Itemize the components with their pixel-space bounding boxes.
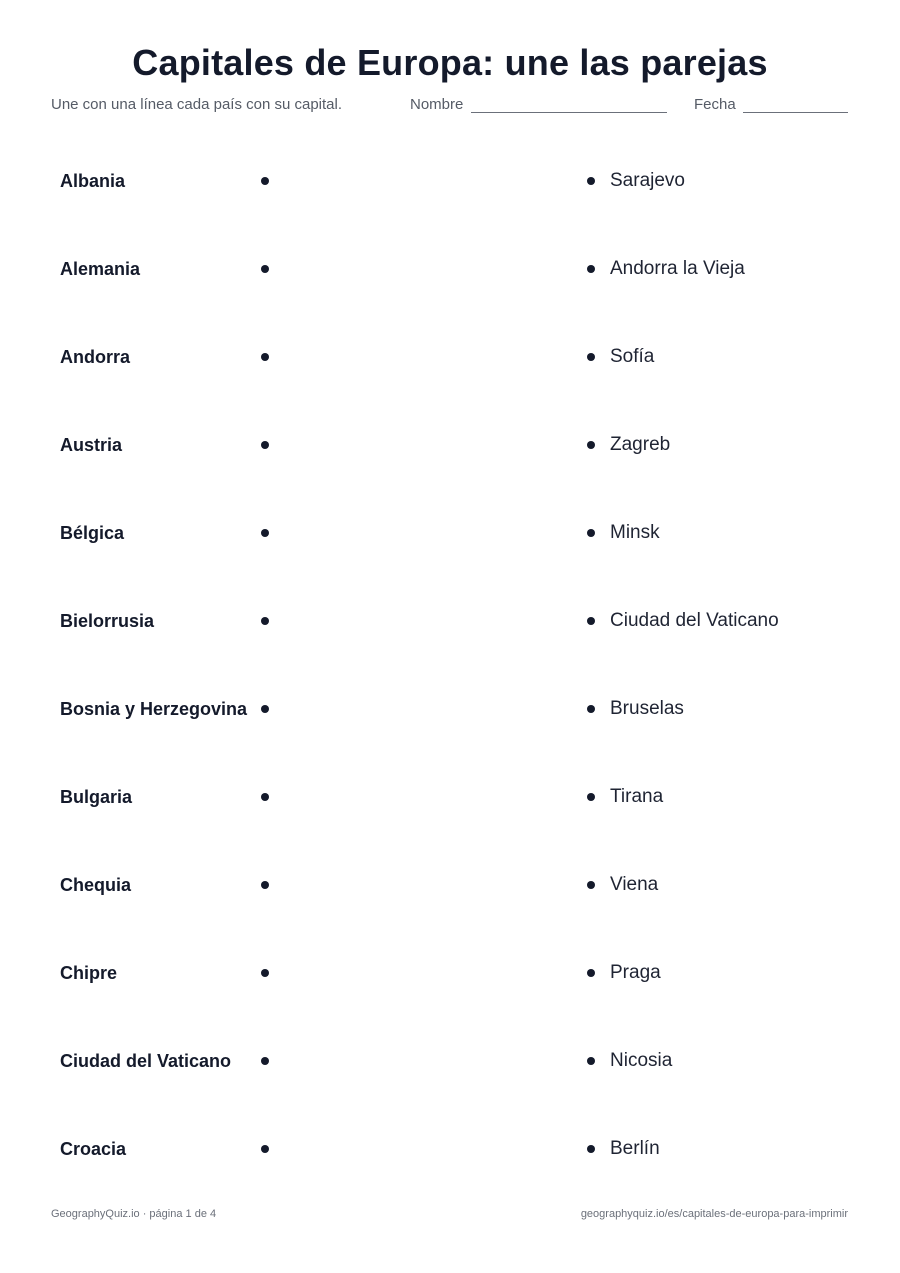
country-dot <box>261 1057 269 1065</box>
capital-label: Praga <box>610 962 661 983</box>
country-dot <box>261 705 269 713</box>
country-label: Bosnia y Herzegovina <box>60 699 248 719</box>
capital-label: Zagreb <box>610 434 671 455</box>
capital-label: Nicosia <box>610 1050 673 1071</box>
capital-dot <box>587 969 595 977</box>
capital-label: Bruselas <box>610 698 684 719</box>
match-row <box>0 1017 900 1105</box>
name-label: Nombre <box>410 96 464 113</box>
match-row <box>0 577 900 665</box>
country-label: Chipre <box>60 963 118 983</box>
match-row <box>0 665 900 753</box>
capital-label: Ciudad del Vaticano <box>610 610 779 631</box>
country-label: Austria <box>60 435 123 455</box>
country-dot <box>261 881 269 889</box>
match-row <box>0 401 900 489</box>
instructions-text: Une con una línea cada país con su capital. <box>51 96 343 113</box>
match-row <box>0 313 900 401</box>
match-row <box>0 1105 900 1193</box>
capital-dot <box>587 441 595 449</box>
capital-dot <box>587 1145 595 1153</box>
capital-label: Sofía <box>610 346 655 367</box>
capital-dot <box>587 177 595 185</box>
country-dot <box>261 353 269 361</box>
worksheet-header <box>51 96 848 116</box>
country-label: Bielorrusia <box>60 611 155 631</box>
country-dot <box>261 529 269 537</box>
matching-rows <box>0 137 900 1193</box>
capital-label: Andorra la Vieja <box>610 258 745 279</box>
capital-dot <box>587 265 595 273</box>
match-row <box>0 929 900 1017</box>
capital-label: Tirana <box>610 786 664 807</box>
country-label: Bélgica <box>60 523 125 543</box>
capital-label: Viena <box>610 874 659 895</box>
country-dot <box>261 617 269 625</box>
country-dot <box>261 177 269 185</box>
country-label: Croacia <box>60 1139 127 1159</box>
match-row <box>0 753 900 841</box>
country-dot <box>261 441 269 449</box>
match-row <box>0 225 900 313</box>
capital-label: Sarajevo <box>610 170 685 191</box>
country-label: Chequia <box>60 875 132 895</box>
date-blank-line <box>743 112 848 113</box>
country-label: Bulgaria <box>60 787 133 807</box>
capital-dot <box>587 529 595 537</box>
capital-dot <box>587 881 595 889</box>
capital-dot <box>587 617 595 625</box>
country-label: Albania <box>60 171 126 191</box>
match-row <box>0 841 900 929</box>
country-dot <box>261 265 269 273</box>
country-label: Andorra <box>60 347 131 367</box>
page-title: Capitales de Europa: une las parejas <box>132 42 768 83</box>
capital-dot <box>587 1057 595 1065</box>
footer-page-info: GeographyQuiz.io · página 1 de 4 <box>51 1208 217 1220</box>
country-dot <box>261 793 269 801</box>
capital-dot <box>587 793 595 801</box>
country-label: Ciudad del Vaticano <box>60 1051 232 1071</box>
footer-url: geographyquiz.io/es/capitales-de-europa-para-imprimir <box>580 1208 848 1220</box>
date-label: Fecha <box>694 96 736 113</box>
capital-label: Berlín <box>610 1138 660 1159</box>
country-label: Alemania <box>60 259 141 279</box>
match-row <box>0 137 900 225</box>
country-dot <box>261 969 269 977</box>
capital-dot <box>587 353 595 361</box>
match-row <box>0 489 900 577</box>
capital-label: Minsk <box>610 522 660 543</box>
country-dot <box>261 1145 269 1153</box>
name-blank-line <box>471 112 667 113</box>
capital-dot <box>587 705 595 713</box>
